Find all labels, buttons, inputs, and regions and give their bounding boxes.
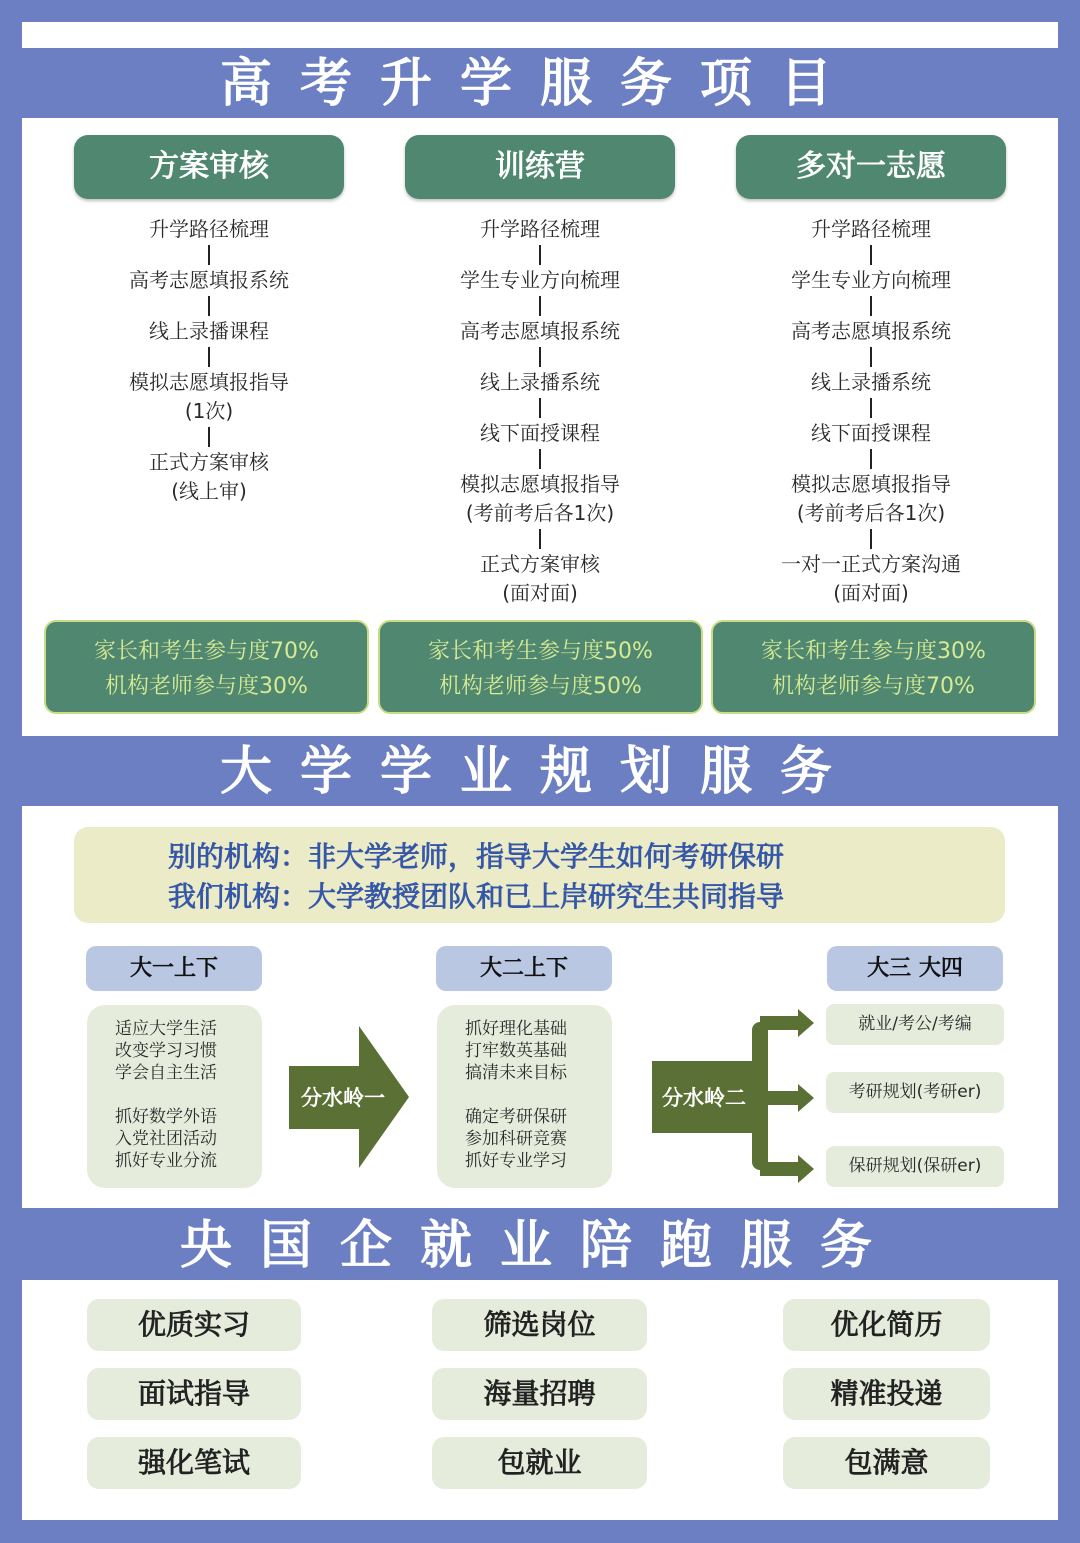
step: 线下面授课程	[811, 421, 931, 445]
participation-box	[711, 620, 1036, 714]
year3-head: 大三 大四	[827, 946, 1003, 991]
step-list	[74, 215, 344, 506]
step: 模拟志愿填报指导 (1次)	[129, 370, 289, 423]
step: 线下面授课程	[480, 421, 600, 445]
connector-line	[208, 347, 210, 367]
step: 正式方案审核 (面对面)	[480, 552, 600, 605]
column-head: 方案审核	[74, 135, 344, 199]
step: 正式方案审核 (线上审)	[149, 450, 269, 503]
year1-head: 大一上下	[86, 946, 262, 991]
watershed-one-label: 分水岭一	[301, 1086, 385, 1110]
teacher-participation: 机构老师参与度50%	[439, 674, 642, 699]
connector-line	[870, 347, 872, 367]
connector-line	[539, 529, 541, 549]
service-application: 精准投递	[783, 1368, 990, 1420]
outcome-postgrad-exam: 考研规划(考研er)	[826, 1072, 1004, 1113]
parent-participation: 家长和考生参与度50%	[428, 639, 653, 664]
participation-box	[378, 620, 703, 714]
service-job-guarantee: 包就业	[432, 1437, 647, 1489]
step: 学生专业方向梳理	[791, 268, 951, 292]
step: 学生专业方向梳理	[460, 268, 620, 292]
step: 模拟志愿填报指导 (考前考后各1次)	[791, 472, 951, 525]
year2-head: 大二上下	[436, 946, 612, 991]
step: 高考志愿填报系统	[791, 319, 951, 343]
connector-line	[870, 398, 872, 418]
step: 高考志愿填报系统	[129, 268, 289, 292]
connector-line	[870, 529, 872, 549]
plan-column-multi	[736, 135, 1006, 608]
comparison-banner	[74, 827, 1005, 923]
connector-line	[870, 296, 872, 316]
watershed-two-label: 分水岭二	[662, 1086, 746, 1110]
section2-title: 大学学业规划服务	[219, 742, 860, 802]
connector-line	[870, 245, 872, 265]
step: 升学路径梳理	[480, 217, 600, 241]
column-head: 训练营	[405, 135, 675, 199]
step: 线上录播系统	[811, 370, 931, 394]
connector-line	[539, 245, 541, 265]
step: 升学路径梳理	[811, 217, 931, 241]
teacher-participation: 机构老师参与度30%	[105, 674, 308, 699]
connector-line	[208, 427, 210, 447]
connector-line	[208, 245, 210, 265]
outcome-employment: 就业/考公/考编	[826, 1004, 1004, 1045]
connector-line	[208, 296, 210, 316]
connector-line	[539, 398, 541, 418]
parent-participation: 家长和考生参与度70%	[94, 639, 319, 664]
service-resume: 优化简历	[783, 1299, 990, 1351]
connector-line	[539, 449, 541, 469]
year1-tasks: 适应大学生活 改变学习习惯 学会自主生活 抓好数学外语 入党社团活动 抓好专业分流	[87, 1005, 262, 1188]
service-satisfaction: 包满意	[783, 1437, 990, 1489]
other-institutions-text: 别的机构：非大学老师，指导大学生如何考研保研	[168, 840, 785, 873]
service-interview: 面试指导	[87, 1368, 301, 1420]
step: 一对一正式方案沟通 (面对面)	[781, 552, 961, 605]
step-list	[736, 215, 1006, 608]
connector-line	[539, 347, 541, 367]
section1-top-strip	[22, 22, 1058, 48]
service-recruitment: 海量招聘	[432, 1368, 647, 1420]
step: 线上录播课程	[149, 319, 269, 343]
participation-box	[44, 620, 369, 714]
service-written-test: 强化笔试	[87, 1437, 301, 1489]
connector-line	[539, 296, 541, 316]
column-head: 多对一志愿	[736, 135, 1006, 199]
connector-line	[870, 449, 872, 469]
section3-title: 央国企就业陪跑服务	[179, 1216, 900, 1276]
section1-title: 高考升学服务项目	[219, 54, 860, 114]
parent-participation: 家长和考生参与度30%	[761, 639, 986, 664]
step: 线上录播系统	[480, 370, 600, 394]
step: 高考志愿填报系统	[460, 319, 620, 343]
step: 模拟志愿填报指导 (考前考后各1次)	[460, 472, 620, 525]
our-institution-text: 我们机构：大学教授团队和已上岸研究生共同指导	[168, 880, 785, 913]
plan-column-review	[74, 135, 344, 506]
year2-tasks: 抓好理化基础 打牢数英基础 搞清未来目标 确定考研保研 参加科研竞赛 抓好专业学习	[437, 1005, 612, 1188]
service-internship: 优质实习	[87, 1299, 301, 1351]
step-list	[405, 215, 675, 608]
service-job-screening: 筛选岗位	[432, 1299, 647, 1351]
teacher-participation: 机构老师参与度70%	[772, 674, 975, 699]
step: 升学路径梳理	[149, 217, 269, 241]
plan-column-camp	[405, 135, 675, 608]
outcome-postgrad-recommend: 保研规划(保研er)	[826, 1146, 1004, 1187]
